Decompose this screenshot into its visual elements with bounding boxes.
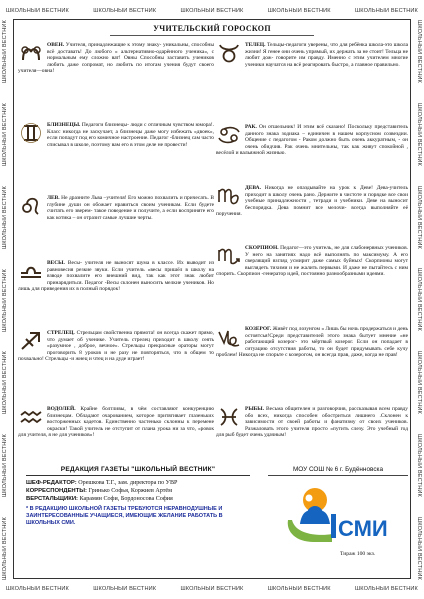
school-name: МОУ СОШ № 6 г. Будённовска [268, 466, 408, 476]
print-run: Тираж 100 экз. [340, 551, 376, 557]
credit-correspondents: КОРРЕСПОНДЕНТЫ: Гринько Софья, Коржиев Артём [26, 488, 172, 494]
sign-vodoley: ВОДОЛЕЙ. Крайне болтливы, в чём составляют конкуренцию близнецам. Обладают очарованием, которое притягивает глазеньких восторженных кадетов. Единственно частенько склонны к перемене окраски! Такой учитель не отступит от плана урока ни за что, «ровок для учителя, я не для учеников»! [18, 406, 215, 439]
recruitment-notice: * В РЕДАКЦИЮ ШКОЛЬНОЙ ГАЗЕТЫ ТРЕБУЮТСЯ НЕРАВНОДУШНЫЕ И ЗАИНТЕРЕСОВАННЫЕ УЧАЩИЕСЯ, ИМЕЮЩИЕ ЖЕЛАНИЕ РАБОТАТЬ В ШКОЛЬНЫХ СМИ. [26, 506, 223, 526]
leo-icon [18, 195, 44, 217]
border-right-text: ШКОЛЬНЫЙ ВЕСТНИК ШКОЛЬНЫЙ ВЕСТНИК ШКОЛЬНЫЙ ВЕСТНИК ШКОЛЬНЫЙ ВЕСТНИК ШКОЛЬНЫЙ ВЕСТНИК ШКОЛЬНЫЙ ВЕСТНИК ШКОЛЬНЫЙ ВЕСТНИК [416, 20, 422, 580]
scorpio-icon [216, 245, 242, 267]
sign-rak: РАК. Он отшельник! И этим всё сказано! Поскольку представитель данного знака зодиака – единичен в нашем корпусном созвездии. Общение с педагогом - Раком должно быть очень аккуратным, - он очень обидчив. Рак очень мнительны, так как живут спокойной , весёлой и вальяжной жизнью. [216, 124, 409, 157]
editorial-masthead [18, 463, 258, 526]
sign-strelec: СТРЕЛЕЦ. Стрельцам свойственна прямота! он всегда скажет прямо, что думает об ученике. Учитель стрелец приходит в школу сеять «разумное , доброе, вечное». Стрельцы прекрасные ораторы могут проговорить 8 уроков и не разу не повторяться, что в общем то похвально! Стрельцы -и жнец и чтец и на дуде играет! [18, 330, 214, 363]
credit-chief-editor: ШЕФ-РЕДАКТОР: Орешкова Т.Г., зам. директора по УВР [26, 480, 178, 486]
aries-icon [18, 42, 44, 64]
cancer-icon [216, 124, 242, 146]
sign-bliznecy: БЛИЗНЕЦЫ. Педагоги близнецы- люди с отличным чувством юмора!. Класс никогда не заскучает, а близнецы даже могу избежать «двоек», если попадут под его комичное настроение. Педагог -близнец сам часто списывал в школе, поэтому вам его в этом деле не провести! [18, 122, 214, 148]
credit-layout: ВЕРСТАЛЬЩИКИ: Карамян Софи, Бордоносова София [26, 496, 173, 502]
title-underline [110, 35, 314, 36]
taurus-icon [216, 42, 242, 64]
smi-logo [282, 484, 400, 546]
sign-kozerog: КОЗЕРОГ. Живёт под лозунгом « Лишь бы ночь продержаться и день остоятсья!Среди представителей этого знака бытует мнение «не работающий козерог- это мёртвый козерог. Если он попадает в ситуацию отсутствия работы, то он будет придумывать себе кучу проблем! Никогда не спорьте с козерогом, он всегда прав, даже, когда не прав! [216, 326, 408, 359]
sign-deva: ДЕВА. Никогда не опаздывайте на урок к Деве! Дева-учитель приходит в школу очень рано. Держите в чистоте и порядке все свои учебные принадлежности , тетради и учебники. Деве на выносит беспорядка. Дева помнит все мелочи- всегда выполняйте её поручения. [216, 185, 408, 218]
capricorn-icon [216, 326, 242, 348]
svg-text:СМИ: СМИ [338, 516, 388, 541]
border-top-text: ШКОЛЬНЫЙ ВЕСТНИК ШКОЛЬНЫЙ ВЕСТНИК ШКОЛЬНЫЙ ВЕСТНИК ШКОЛЬНЫЙ ВЕСТНИК ШКОЛЬНЫЙ ВЕСТНИК [6, 8, 418, 14]
libra-icon [18, 260, 44, 282]
pisces-icon [216, 406, 242, 428]
masthead-title: РЕДАКЦИЯ ГАЗЕТЫ "ШКОЛЬНЫЙ ВЕСТНИК" [60, 466, 216, 473]
sign-vesy: ВЕСЫ. Весы- учителя не выносят шума в классе. Их выводит из равновесия резкие звуки. Если учитель «весы пришёл в школу на взводе похвалите его внешний вид, так как этот знак любит принарядиться. Педагог -Весы склонен выносить мелкие учеников. Но лишь для приведения их в полный порядок! [18, 260, 214, 293]
gemini-icon [18, 122, 44, 144]
aquarius-icon [18, 406, 44, 428]
border-left-text: ШКОЛЬНЫЙ ВЕСТНИК ШКОЛЬНЫЙ ВЕСТНИК ШКОЛЬНЫЙ ВЕСТНИК ШКОЛЬНЫЙ ВЕСТНИК ШКОЛЬНЫЙ ВЕСТНИК ШКОЛЬНЫЙ ВЕСТНИК ШКОЛЬНЫЙ ВЕСТНИК [2, 20, 8, 580]
masthead-rule [26, 475, 250, 476]
sign-ryby: РЫБЫ. Весьма общителен и разговорчив, рассказывая всем правду обо всех, никогда способен обостриться лишнего .Склонен к зависимости от своей работы и фанатизму от своих учеников. Разжаловать этого учителя просто «путить слезу. Это учебный год для рыб будет очень удачным! [216, 406, 408, 439]
border-bottom-text: ШКОЛЬНЫЙ ВЕСТНИК ШКОЛЬНЫЙ ВЕСТНИК ШКОЛЬНЫЙ ВЕСТНИК ШКОЛЬНЫЙ ВЕСТНИК ШКОЛЬНЫЙ ВЕСТНИК [6, 586, 418, 592]
sign-oven: ОВЕН. Учителя, принадлежащие к этому знаку- уникальны, способны всё доставать! До любого « альтернативно-одарённого ученика», с нормальным ему сложно ват! Овны Способны заставить учеников любить даже сопромат, но любить по итогам учения будут своего учителя—овна! [18, 42, 214, 75]
sign-lev: ЛЕВ. Не дразните Льва –учителя! Его можно похвалить и причесать. В глубине души он обожает нравиться своим ученикам. Если будете считать его зверем- такое поведение и получите, а если восприняте его как котика – он отразит самые лучшие черты. [18, 195, 214, 221]
sign-telec: ТЕЛЕЦ. Тельцы-педагоги уверены, что для ребёнка школа-это школа жизни! Я генее они очень упрямый, их держать за не стоит! Тельца не любит дож- говорите им правду. Именно с этим учителем многие ученики научатся на всё реагировать быстро, а главное правильно. [216, 42, 408, 68]
virgo-icon [216, 185, 242, 207]
sagittarius-icon [18, 330, 44, 352]
page-title: УЧИТЕЛЬСКИЙ ГОРОСКОП [153, 24, 271, 33]
sign-skorpion: СКОРПИОН. Педагог—это учитель, не для слабонервных учеников. У него на занятиях надо всё выполнять по максимуму. А его сверлящий взгляд усмирит даже самых буйных! Скорпионы могут выглядеть тихими и не жалить первыми. И даже не пытайтесь с ним спорить. Скорпион -генератор идей, постоянно разнообразными идеями. [216, 245, 408, 278]
